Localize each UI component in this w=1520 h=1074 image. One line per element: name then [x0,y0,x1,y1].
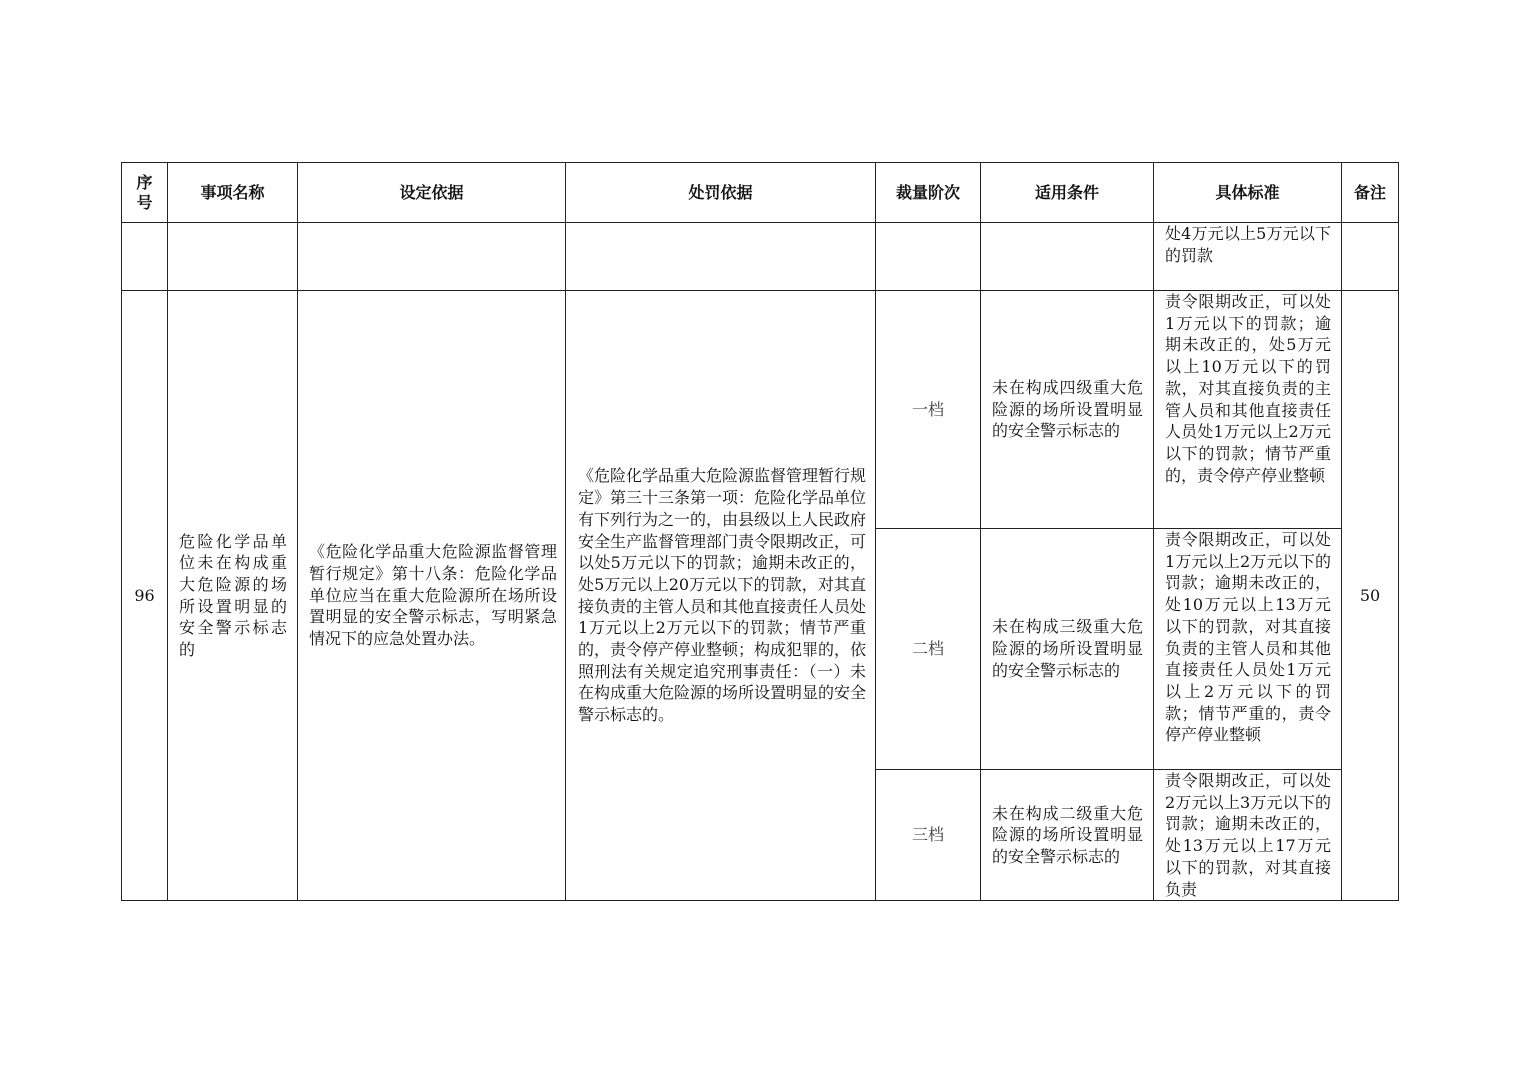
standard-1: 责令限期改正，可以处1万元以下的罚款；逾期未改正的，处5万元以上10万元以下的罚款，对其直接负责的主管人员和其他直接责任人员处1万元以上2万元以下的罚款；情节严重的，责令停产停业整顿 [1165,292,1331,485]
continued-row [122,223,1399,291]
continued-level-cell [876,223,981,291]
standard-3: 责令限期改正，可以处2万元以上3万元以下的罚款；逾期未改正的，处13万元以上17万元以下的罚款，对其直接负责 [1165,771,1331,899]
header-condition: 适用条件 [981,163,1154,223]
header-standard: 具体标准 [1154,163,1342,223]
standard-2-cell [1154,529,1342,770]
level-3: 三档 [876,770,981,901]
header-basis: 设定依据 [298,163,566,223]
standard-3-cell [1154,770,1342,901]
standard-1-cell [1154,291,1342,529]
continued-penalty-cell [566,223,876,291]
level-2: 二档 [876,529,981,770]
row-item-name-cell [168,291,298,901]
penalty-discretion-table [121,162,1399,901]
condition-1-cell [981,291,1154,529]
header-row [122,163,1399,223]
header-remark: 备注 [1342,163,1399,223]
continued-standard-cell [1154,223,1342,291]
row-penalty-basis: 《危险化学品重大危险源监督管理暂行规定》第三十三条第一项：危险化学品单位有下列行为之一的，由县级以上人民政府安全生产监督管理部门责令限期改正，可以处5万元以下的罚款；逾期未改正的，处5万元以上20万元以下的罚款，对其直接负责的主管人员和其他直接责任人员处1万元以上2万元以下的罚款；情节严重的，责令停产停业整顿；构成犯罪的，依照刑法有关规定追究刑事责任：（一）未在构成重大危险源的场所设置明显的安全警示标志的。 [578,466,867,725]
header-level: 裁量阶次 [876,163,981,223]
condition-2-cell [981,529,1154,770]
table-row [122,291,1399,529]
row-remark: 50 [1342,291,1399,901]
condition-3: 未在构成二级重大危险源的场所设置明显的安全警示标志的 [992,803,1143,866]
row-basis-cell [298,291,566,901]
continued-seq-cell [122,223,168,291]
row-item-name: 危险化学品单位未在构成重大危险源的场所设置明显的安全警示标志的 [179,531,287,660]
condition-1: 未在构成四级重大危险源的场所设置明显的安全警示标志的 [992,377,1143,441]
continued-remark-cell [1342,223,1399,291]
standard-2: 责令限期改正，可以处1万元以上2万元以下的罚款；逾期未改正的，处10万元以上13万元以下的罚款，对其直接负责的主管人员和其他直接责任人员处1万元以上2万元以下的罚款；情节严重的，责令停产停业整顿 [1165,530,1331,745]
condition-2: 未在构成三级重大危险源的场所设置明显的安全警示标志的 [992,617,1143,680]
row-seq: 96 [122,291,168,901]
header-item-name: 事项名称 [168,163,298,223]
condition-3-cell [981,770,1154,901]
continued-item-cell [168,223,298,291]
header-seq: 序号 [122,163,168,223]
continued-standard-text: 处4万元以上5万元以下的罚款 [1165,224,1331,265]
row-penalty-basis-cell [566,291,876,901]
level-1: 一档 [876,291,981,529]
header-penalty-basis: 处罚依据 [566,163,876,223]
continued-basis-cell [298,223,566,291]
continued-condition-cell [981,223,1154,291]
row-basis: 《危险化学品重大危险源监督管理暂行规定》第十八条：危险化学品单位应当在重大危险源所在场所设置明显的安全警示标志，写明紧急情况下的应急处置办法。 [309,542,557,649]
